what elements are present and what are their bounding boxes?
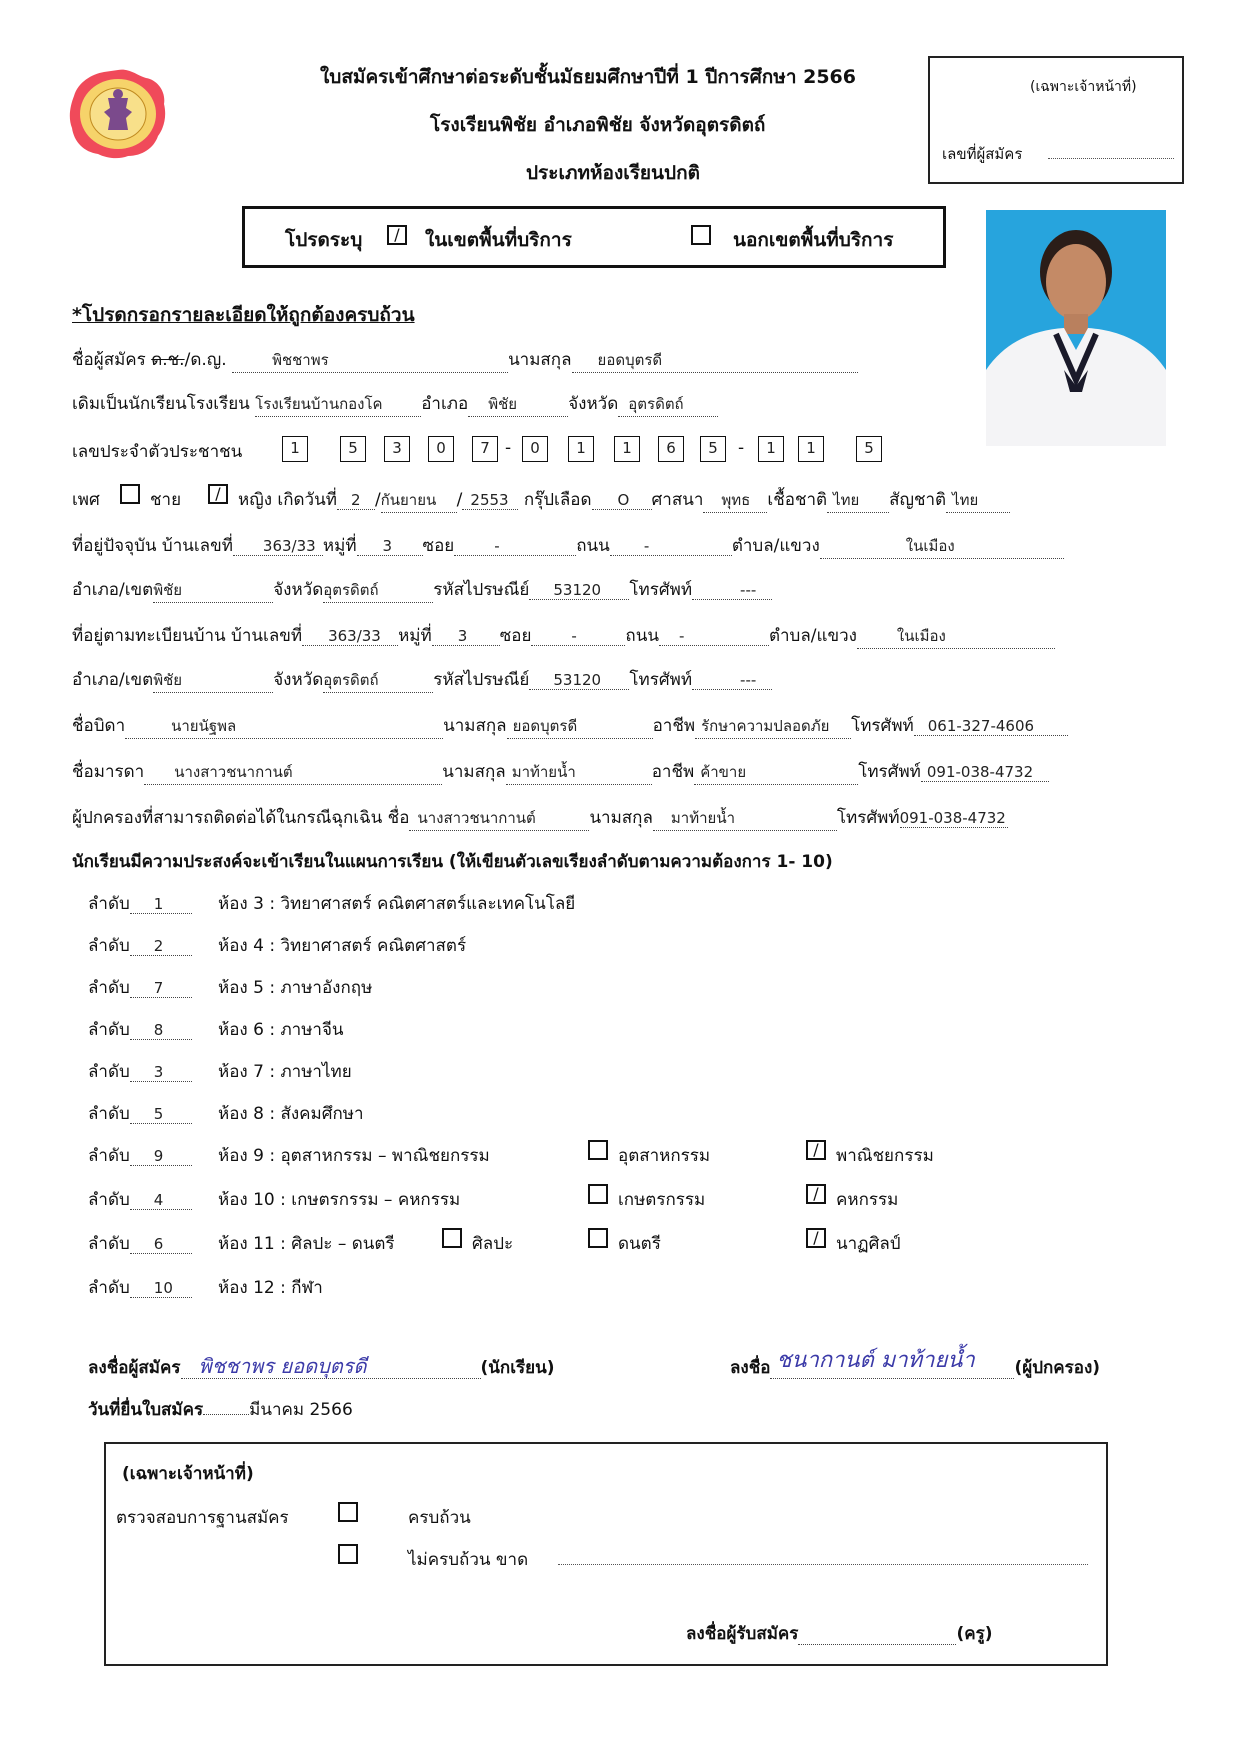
registered-province-field[interactable]: อุตรดิตถ์ [323, 668, 433, 693]
plan-order-label: ลำดับ [88, 1146, 130, 1166]
applicant-no-label: เลขที่ผู้สมัคร [942, 145, 1023, 163]
mother-row [72, 758, 1049, 785]
prev-school-field[interactable]: โรงเรียนบ้านกองโค [255, 392, 421, 417]
current-postcode-label: รหัสไปรษณีย์ [433, 580, 530, 600]
applicant-signature: พิชชาพร ยอดบุตรดี [198, 1354, 367, 1378]
guardian-name-field[interactable]: นางสาวชนากานต์ [409, 806, 589, 831]
plan-order-label: ลำดับ [88, 936, 130, 956]
plan-row [88, 974, 192, 1001]
plan-room-label: ห้อง 5 : ภาษาอังกฤษ [218, 978, 373, 998]
father-surname-field[interactable]: ยอดบุตรดี [507, 714, 653, 739]
prev-district-label: อำเภอ [421, 394, 469, 414]
prefix-selected: /ด.ญ. [184, 350, 227, 370]
registered-province-label: จังหวัด [273, 670, 324, 690]
father-phone-field[interactable]: 061-327-4606 [914, 717, 1068, 736]
male-label: ชาย [150, 490, 182, 510]
id-dash: - [738, 438, 745, 458]
guardian-surname-field[interactable]: มาท้ายน้ำ [653, 806, 837, 831]
mother-surname-label: นามสกุล [442, 762, 506, 782]
mother-phone-label: โทรศัพท์ [858, 762, 921, 782]
classroom-type: ประเภทห้องเรียนปกติ [526, 162, 700, 184]
father-phone-label: โทรศัพท์ [851, 716, 914, 736]
plan-room-label: ห้อง 9 : อุตสาหกรรม – พาณิชยกรรม [218, 1146, 490, 1166]
prefix-struck: ด.ช. [151, 350, 185, 370]
plan-room-label: ห้อง 10 : เกษตรกรรม – คหกรรม [218, 1190, 461, 1210]
receiver-suffix: (ครู) [956, 1624, 993, 1644]
applicant-signature-label: ลงชื่อผู้สมัคร [88, 1358, 181, 1378]
submit-date-label: วันที่ยื่นใบสมัคร [88, 1400, 204, 1420]
plan-rank-field[interactable]: 2 [130, 937, 192, 956]
applicant-signature-suffix: (นักเรียน) [480, 1358, 555, 1378]
guardian-row [72, 804, 1008, 831]
birth-year-field[interactable]: 2553 [462, 491, 518, 510]
plan-room-label: ห้อง 3 : วิทยาศาสตร์ คณิตศาสตร์และเทคโนโลยี [218, 894, 576, 914]
registered-address-label: ที่อยู่ตามทะเบียนบ้าน บ้านเลขที่ [72, 626, 303, 646]
current-soi-label: ซอย [422, 536, 455, 556]
id-digit[interactable]: 5 [856, 436, 882, 462]
father-surname-label: นามสกุล [443, 716, 507, 736]
plan-rank-field[interactable]: 7 [130, 979, 192, 998]
plan-rank-field[interactable]: 4 [130, 1191, 192, 1210]
home-economics-label: คหกรรม [836, 1190, 899, 1210]
plan-rank-field[interactable]: 8 [130, 1021, 192, 1040]
birth-label: เกิดวันที่ [277, 490, 337, 510]
sex-label: เพศ [72, 490, 100, 510]
current-subdistrict-field[interactable]: ในเมือง [820, 534, 1064, 559]
id-digit[interactable]: 0 [428, 436, 454, 462]
nationality-label: สัญชาติ [889, 490, 947, 510]
plan-rank-field[interactable]: 10 [130, 1279, 192, 1298]
in-area-checkbox[interactable]: / [387, 225, 407, 245]
surname-field[interactable]: ยอดบุตรดี [572, 348, 858, 373]
registered-district-field[interactable]: พิชัย [153, 668, 273, 693]
agriculture-label: เกษตรกรรม [618, 1190, 706, 1210]
mother-surname-field[interactable]: มาท้ายน้ำ [506, 760, 652, 785]
registered-phone-field[interactable]: --- [692, 671, 772, 690]
registered-soi-field[interactable]: - [531, 627, 625, 646]
guardian-phone-label: โทรศัพท์ [836, 808, 900, 828]
staff-section-label: (เฉพาะเจ้าหน้าที่) [122, 1464, 254, 1484]
current-district-label: อำเภอ/เขต [72, 580, 154, 600]
check-docs-label: ตรวจสอบการฐานสมัคร [116, 1508, 289, 1528]
father-job-field[interactable]: รักษาความปลอดภัย [695, 714, 851, 739]
area-box [242, 206, 946, 268]
out-area-checkbox[interactable] [691, 225, 711, 245]
birth-day-field[interactable]: 2 [337, 491, 375, 510]
id-digit[interactable]: 7 [472, 436, 498, 462]
guardian-signature-suffix: (ผู้ปกครอง) [1014, 1358, 1101, 1378]
father-name-field[interactable]: นายนัฐพล [125, 714, 443, 739]
plan-row [88, 932, 192, 959]
prev-province-label: จังหวัด [568, 394, 619, 414]
current-moo-field[interactable]: 3 [357, 537, 423, 556]
blood-label: กรุ๊ปเลือด [523, 490, 592, 510]
incomplete-checkbox[interactable] [338, 1544, 358, 1564]
blood-field[interactable]: O [592, 491, 652, 510]
mother-job-field[interactable]: ค้าขาย [694, 760, 858, 785]
dance-label: นาฏศิลป์ [836, 1234, 901, 1254]
birth-month-field[interactable]: กันยายน [381, 488, 457, 513]
plan-room-label: ห้อง 7 : ภาษาไทย [218, 1062, 352, 1082]
registered-moo-label: หมู่ที่ [398, 626, 432, 646]
guardian-signature-field[interactable] [770, 1348, 1014, 1379]
receiver-label: ลงชื่อผู้รับสมัคร [686, 1624, 799, 1644]
religion-label: ศาสนา [651, 490, 704, 510]
id-dash: - [505, 438, 512, 458]
applicant-signature-row [88, 1354, 555, 1381]
guardian-surname-label: นามสกุล [589, 808, 653, 828]
plan-row [88, 1058, 192, 1085]
plan-row [88, 1142, 192, 1169]
submit-date-row [88, 1396, 353, 1423]
plan-order-label: ลำดับ [88, 1190, 130, 1210]
surname-label: นามสกุล [508, 350, 572, 370]
plan-order-label: ลำดับ [88, 894, 130, 914]
plan-row [88, 890, 192, 917]
current-subdistrict-label: ตำบล/แขวง [731, 536, 820, 556]
sex-row [72, 486, 100, 513]
plan-row [88, 1186, 192, 1213]
plan-order-label: ลำดับ [88, 1234, 130, 1254]
current-phone-label: โทรศัพท์ [629, 580, 693, 600]
mother-name-field[interactable]: นางสาวชนากานต์ [144, 760, 442, 785]
plan-room-label: ห้อง 11 : ศิลปะ – ดนตรี [218, 1234, 395, 1254]
id-digit[interactable]: 5 [340, 436, 366, 462]
plan-order-label: ลำดับ [88, 1278, 130, 1298]
prev-school-row [72, 390, 718, 417]
applicant-name-row [72, 346, 858, 373]
plan-room-label: ห้อง 6 : ภาษาจีน [218, 1020, 344, 1040]
instruction-text: *โปรดกรอกรายละเอียดให้ถูกต้องครบถ้วน [72, 304, 415, 326]
commerce-checkbox[interactable]: / [806, 1140, 826, 1160]
school-logo [68, 68, 168, 160]
dance-checkbox[interactable]: / [806, 1228, 826, 1248]
race-field[interactable]: ไทย [827, 488, 889, 513]
registered-subdistrict-label: ตำบล/แขวง [768, 626, 857, 646]
female-checkbox[interactable]: / [208, 484, 228, 504]
incomplete-label: ไม่ครบถ้วน ขาด [408, 1550, 529, 1570]
current-province-field[interactable]: อุตรดิตถ์ [323, 578, 433, 603]
religion-field[interactable]: พุทธ [703, 488, 767, 513]
receiver-row [686, 1620, 992, 1647]
plan-order-label: ลำดับ [88, 1020, 130, 1040]
submit-date-dots [203, 1414, 249, 1415]
registered-house-no-field[interactable]: 363/33 [302, 627, 398, 646]
plan-room-label: ห้อง 12 : กีฬา [218, 1278, 323, 1298]
mother-label: ชื่อมารดา [72, 762, 145, 782]
prev-school-label: เดิมเป็นนักเรียนโรงเรียน [72, 394, 250, 414]
receiver-signature-field[interactable] [798, 1624, 956, 1645]
art-label: ศิลปะ [472, 1234, 514, 1254]
missing-items-field[interactable] [558, 1564, 1088, 1565]
music-label: ดนตรี [618, 1234, 661, 1254]
registered-postcode-label: รหัสไปรษณีย์ [433, 670, 530, 690]
registered-address-row-2 [72, 666, 772, 693]
submit-date-value[interactable]: มีนาคม 2566 [249, 1400, 353, 1420]
commerce-label: พาณิชยกรรม [836, 1146, 934, 1166]
registered-road-label: ถนน [625, 626, 659, 646]
id-digit[interactable]: 6 [658, 436, 684, 462]
staff-only-label: (เฉพาะเจ้าหน้าที่) [1030, 79, 1137, 95]
id-digit[interactable]: 1 [568, 436, 594, 462]
registered-subdistrict-field[interactable]: ในเมือง [857, 624, 1055, 649]
plan-room-label: ห้อง 8 : สังคมศึกษา [218, 1104, 364, 1124]
plan-order-label: ลำดับ [88, 978, 130, 998]
plan-rank-field[interactable]: 5 [130, 1105, 192, 1124]
art-checkbox[interactable] [442, 1228, 462, 1248]
registered-phone-label: โทรศัพท์ [629, 670, 693, 690]
mother-job-label: อาชีพ [651, 762, 695, 782]
agriculture-checkbox[interactable] [588, 1184, 608, 1204]
current-moo-label: หมู่ที่ [322, 536, 357, 556]
id-digit[interactable]: 1 [614, 436, 640, 462]
plan-row [88, 1016, 192, 1043]
race-label: เชื้อชาติ [767, 490, 828, 510]
current-province-label: จังหวัด [273, 580, 324, 600]
industry-label: อุตสาหกรรม [618, 1146, 711, 1166]
id-digit[interactable]: 3 [384, 436, 410, 462]
current-district-field[interactable]: พิชัย [153, 578, 273, 603]
current-address-row [72, 532, 1064, 559]
nationality-field[interactable]: ไทย [946, 488, 1010, 513]
id-digit[interactable]: 5 [700, 436, 726, 462]
registered-moo-field[interactable]: 3 [432, 627, 500, 646]
guardian-label: ผู้ปกครองที่สามารถติดต่อได้ในกรณีฉุกเฉิน ชื่อ [72, 808, 410, 828]
registered-soi-label: ซอย [499, 626, 532, 646]
staff-section-box [104, 1442, 1108, 1666]
plan-row [88, 1100, 192, 1127]
registered-district-label: อำเภอ/เขต [72, 670, 154, 690]
current-road-label: ถนน [576, 536, 610, 556]
current-postcode-field[interactable]: 53120 [529, 581, 629, 600]
plan-heading: นักเรียนมีความประสงค์จะเข้าเรียนในแผนการเรียน (ให้เขียนตัวเลขเรียงลำดับตามความต้องการ 1- 10) [72, 852, 833, 872]
guardian-signature-label: ลงชื่อ [730, 1358, 771, 1378]
industry-checkbox[interactable] [588, 1140, 608, 1160]
registered-address-row [72, 622, 1055, 649]
female-label: หญิง [238, 490, 272, 510]
current-address-label: ที่อยู่ปัจจุบัน บ้านเลขที่ [72, 536, 233, 556]
applicant-photo [986, 210, 1166, 446]
guardian-signature-row [730, 1348, 1101, 1381]
male-checkbox[interactable] [120, 484, 140, 504]
id-digit[interactable]: 1 [798, 436, 824, 462]
registered-road-field[interactable]: - [659, 627, 769, 646]
current-phone-field[interactable]: --- [692, 581, 772, 600]
plan-rank-field[interactable]: 3 [130, 1063, 192, 1082]
plan-rank-field[interactable]: 6 [130, 1235, 192, 1254]
id-digit[interactable]: 1 [282, 436, 308, 462]
father-label: ชื่อบิดา [72, 716, 126, 736]
complete-checkbox[interactable] [338, 1502, 358, 1522]
id-digit[interactable]: 0 [522, 436, 548, 462]
staff-only-box [928, 56, 1184, 184]
id-label: เลขประจำตัวประชาชน [72, 442, 243, 462]
birth-row: หญิง เกิดวันที่ 2 /กันยายน / 2553 กรุ๊ปเลือด O ศาสนา พุทธ เชื้อชาติ ไทย สัญชาติ ไทย [238, 486, 1010, 513]
father-job-label: อาชีพ [652, 716, 696, 736]
id-digit[interactable]: 1 [758, 436, 784, 462]
applicant-no-field[interactable] [1048, 158, 1174, 159]
complete-label: ครบถ้วน [408, 1508, 471, 1528]
plan-order-label: ลำดับ [88, 1062, 130, 1082]
form-title: ใบสมัครเข้าศึกษาต่อระดับชั้นมัธยมศึกษาปีที่ 1 ปีการศึกษา 2566 [320, 66, 856, 88]
plan-rank-field[interactable]: 1 [130, 895, 192, 914]
applicant-signature-field[interactable] [181, 1354, 481, 1379]
prev-province-field[interactable]: อุตรดิตถ์ [618, 392, 718, 417]
current-soi-field[interactable]: - [454, 537, 576, 556]
applicant-name-label: ชื่อผู้สมัคร [72, 350, 146, 370]
area-label: โปรดระบุ [285, 229, 363, 251]
mother-phone-field[interactable]: 091-038-4732 [921, 763, 1049, 782]
current-house-no-field[interactable]: 363/33 [233, 537, 323, 556]
school-name: โรงเรียนพิชัย อำเภอพิชัย จังหวัดอุตรดิตถ์ [430, 114, 766, 136]
plan-row [88, 1274, 192, 1301]
plan-rank-field[interactable]: 9 [130, 1147, 192, 1166]
in-area-label: ในเขตพื้นที่บริการ [425, 229, 572, 251]
music-checkbox[interactable] [588, 1228, 608, 1248]
current-address-row-2 [72, 576, 772, 603]
prev-district-field[interactable]: พิชัย [468, 392, 568, 417]
current-road-field[interactable]: - [610, 537, 732, 556]
plan-order-label: ลำดับ [88, 1104, 130, 1124]
plan-room-label: ห้อง 4 : วิทยาศาสตร์ คณิตศาสตร์ [218, 936, 467, 956]
guardian-phone-field[interactable]: 091-038-4732 [899, 809, 1006, 827]
father-row [72, 712, 1068, 739]
registered-postcode-field[interactable]: 53120 [529, 671, 629, 690]
home-economics-checkbox[interactable]: / [806, 1184, 826, 1204]
guardian-signature: ชนากานต์ มาท้ายน้ำ [776, 1348, 975, 1373]
first-name-field[interactable]: พิชชาพร [232, 348, 508, 373]
plan-row [88, 1230, 192, 1257]
out-area-label: นอกเขตพื้นที่บริการ [733, 229, 894, 251]
